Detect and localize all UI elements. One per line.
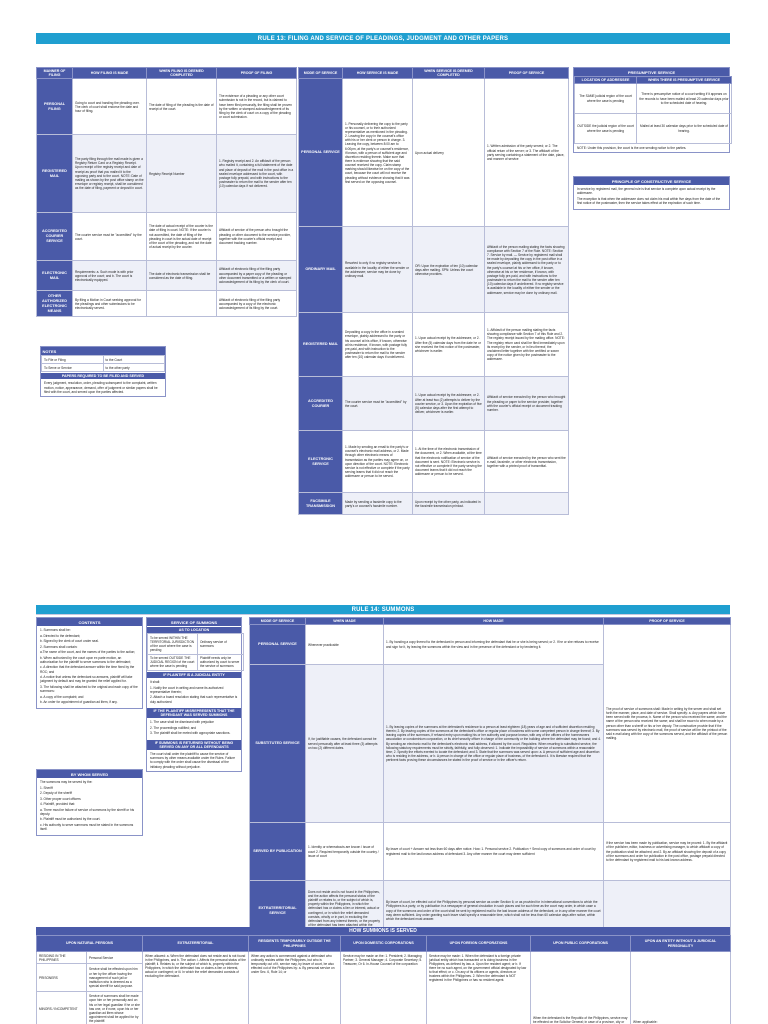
filing-header-how: HOW FILING IS MADE xyxy=(73,68,147,79)
misrepresent-item: 3. The plaintiff shall be meted with appropriate sanctions. xyxy=(150,731,231,736)
papers-text: Every judgment, resolution, order, pleading subsequent to the complaint, written motion, notice, appearance, demand, offer of judgment or similar papers shall be filed with the court, and served upon the parties affected. xyxy=(44,381,158,394)
how-header-natural: UPON NATURAL PERSONS xyxy=(37,936,143,952)
how-header-extraterritorial: EXTRATERRITORIAL xyxy=(143,936,249,952)
service-how: Depositing a copy in the office in a sealed envelope, plainly addressed to the party or his counsel at his office, if known, otherwise at his residence, if known, with postage fully pre-paid, and with instruction to the postmaster to return the mail to the sender after ten (10) calendar days if undelivered. xyxy=(343,313,413,377)
service-header-proof: PROOF OF SERVICE xyxy=(485,68,569,79)
location-where: To be served OUTSIDE THE JUDICIAL REGION of the court where the case is pending xyxy=(148,654,198,670)
service-proof: 1. Written admission of the party served; or 2. The official return of the server; or 3. The affidavit of the party serving containing a statement of the date, place, and manner of service xyxy=(485,79,569,227)
service-mode: ACCREDITED COURIER xyxy=(299,377,343,431)
contents-list xyxy=(37,626,142,708)
how-served-title: HOW SUMMONS IS SERVED xyxy=(36,927,730,935)
how-header-entity: UPON AN ENTITY WITHOUT A JURIDICAL PERSONALITY xyxy=(631,936,731,952)
contents-item: 3. The following shall be attached to the original and each copy of the summons: xyxy=(40,684,138,694)
judicial-entity-title: IF PLAINTIFF IS A JUDICIAL ENTITY xyxy=(147,671,241,678)
filing-how: The party filing through the mail made is given a Registry Return Card or a Registry Receipt. Upon receipt of the registry receipt and date of receipt as proof that you mailed it to the opposing party and to the court. NOTE: Date of mailing as shown by the post office stamp on the envelope or registry receipt, shall be considered as the date of filing, payment or deposit in court. xyxy=(73,135,147,213)
summons-proof-personal: The proof of service of summons shall: Made in writing by the server and shall set forth the manner, place, and date of service. Shall specify: a. Any papers which have been served with the process; b. Name of the person who received the same; and the name of the person who received the same; and shall be sworn to when made by a person other than a sheriff or his or her deputy. The constructive provide that if the summons was served by electronic mail, the proof of service will be the printout of the said e-mail along with the copy of the summons served, and the affidavit of the person mailing. xyxy=(604,625,731,823)
filing-how: Requirements: a. Such mode is with prior approval of the court; and b. The court is electronically equipped. xyxy=(73,261,147,291)
service-proof: 1. Affidavit of the person mailing stating the facts showing compliance with Section 7 of this Rule and 2. The registry receipt issued by the mailing office. NOTE: The registry return card shall be filed immediately upon its receipt by the sender, or in lieu thereof, the unclaimed letter together with the certified or sworn copy of the notice given by the postmaster to the addressee. xyxy=(485,313,569,377)
table-row xyxy=(37,952,731,964)
contents-item: b. When authorized by the court upon ex parte motion, an authorization for the plaintiff to serve summons to the defendant; xyxy=(40,655,131,664)
contents-item: 1. Summons shall be: xyxy=(40,628,71,632)
table-row xyxy=(37,291,297,317)
summons-header-when: WHEN MADE xyxy=(306,618,384,625)
service-how: The courier service must be "accredited" by the court. xyxy=(343,377,413,431)
by-whom-item: c. His authority to serve summons must be stated in the summons itself. xyxy=(40,822,134,832)
entity-text: When applicable: xyxy=(631,952,731,1024)
public-text: When the defendant is the Republic of the Philippines, service may be effected on the Solicitor General; in case of a province, city or xyxy=(531,952,631,1024)
filing-when: The date of electronic transmission shall be considered as the date of filing. xyxy=(147,261,217,291)
summons-proof-publication: If the service has been made by publication, service may be proved: 1. By the affidavit of the publisher, editor, business or advertising manager, to which affidavit a copy of the publication shall be attached; and 2. By an affidavit showing the deposit of a copy of the summons and order for publication in the post office, postage prepaid directed to the defendant by registered mail to his last known address. xyxy=(604,823,731,881)
filing-manner: PERSONAL FILING xyxy=(37,79,73,135)
filing-when: The date of filing of the pleading is the date of receipt of the court. xyxy=(147,79,217,135)
table-row xyxy=(37,79,297,135)
rule13-banner: RULE 13: FILING AND SERVICE OF PLEADINGS, JUDGMENT AND OTHER PAPERS xyxy=(36,33,730,44)
notes-box xyxy=(40,346,166,397)
presumptive-header-location: LOCATION OF ADDRESSEE xyxy=(575,77,637,84)
summons-how: 1. By leaving copies of the summons at the defendant's residence to a person at least eighteen (18) years of age and of sufficient discretion residing therein; 2. By leaving copies of the summons at the defendant's office or regular place of business with some competent person in charge thereof; 3. By leaving copies of the summons, if refused entry upon making his or her authority and purpose known, with any of the officers of the homeowners association or condominium corporation, or its chief security officer in charge of the community or the building where the defendant may be found; and 4. By sending an electronic mail to the defendant's electronic mail address, if allowed by the court. Requisites: When resorting to substituted service, the following statutory requirements must be strictly, faithfully, and fully observed: 1. Indicate the impossibility of service of summons within a reasonable time; 2. Specify the efforts exerted to locate the defendant; and 3. State that the summons was served upon: a. A person of sufficient age and discretion who is residing in the address, or b. A person in charge of the office or regular place of business, of the defendant 4. It is likewise required that the pertinent facts proving these circumstances be stated in the proof of service or in the officer's return. xyxy=(384,665,604,823)
how-header-domestic: UPON DOMESTIC CORPORATIONS xyxy=(341,936,427,952)
summons-when: Whenever practicable xyxy=(306,625,384,665)
location-where: To be served WITHIN THE TERRITORIAL JURISDICTION of the court where the case is pending xyxy=(148,634,198,655)
natural-rule: Service of summons shall be made upon him or her personally and on his or her legal guardian if he or she has one, or if none, upon his or her guardian ad litem whose appointment shall be applied for by the plaintiff. xyxy=(87,992,143,1024)
contents-item: a.The name of the court, and the names of the parties to the action; xyxy=(40,650,136,654)
how-header-foreign: UPON FOREIGN CORPORATIONS xyxy=(427,936,531,952)
filing-proof: The existence of a pleading or any other court submission is not in the record, but is claimed to have been filed personally, the filing shall be proven by the written or stamped acknowledgement of its filing by the clerk of court on a copy of the pleading or court submission. xyxy=(217,79,297,135)
by-whom-item: The summons may be served by the: xyxy=(40,780,93,784)
filing-table xyxy=(36,67,297,317)
filing-how: The courier service must be "accredited" by the court. xyxy=(73,213,147,261)
by-whom-box xyxy=(36,769,143,836)
constructive-title: PRINCIPLE OF CONSTRUCTIVE SERVICE xyxy=(574,177,729,185)
extraterritorial-text: When allowed: a. When the defendant does not reside and is not found in the Philippines, and b. The action: i. Affects the personal status of the plaintiff; ii. Relates to, or the subject of which is, property within the Philippines, in which the defendant has or claims a lien or interest, actual or contingent; or iii. In which the relief demanded consists of excluding the defendant. xyxy=(143,952,249,1024)
filing-manner: OTHER AUTHORIZED ELECTRONIC MEANS xyxy=(37,291,73,317)
how-header-residents: RESIDENTS TEMPORARILY OUTSIDE THE PHILIPPINES xyxy=(249,936,341,952)
judicial-entity-item: 1. Notify the court in writing and name its authorized representative therein; xyxy=(150,685,224,694)
filing-when xyxy=(147,291,217,317)
summons-mode: SUBSTITUTED SERVICE xyxy=(250,665,306,823)
service-mode: REGISTERED MAIL xyxy=(299,313,343,377)
notes-title: NOTES xyxy=(41,347,165,355)
filing-when: Registry Receipt Number xyxy=(147,135,217,213)
by-whom-item: 1. Sheriff xyxy=(40,785,53,790)
location-table xyxy=(147,633,244,671)
service-table xyxy=(298,67,569,515)
location-rule: Ordinary service of summons xyxy=(198,634,244,655)
service-mode: ORDINARY MAIL xyxy=(299,227,343,313)
service-proof: Affidavit of the person mailing stating the facts showing compliance with Section 7 of the Rule. NOTE: Section 7. Service by mail. — Service by registered mail shall be made by depositing the copy in the post office in a sealed envelope, plainly addressed to the party or to the party's counsel at his or her office, if known, otherwise at his or her residence, if known, with postage fully pre-paid, and with instructions to the postmaster to return the mail to the sender after ten (10) calendar days if undelivered. If no registry service is available in the locality of either the sender or the addressee, service may be done by ordinary mail. xyxy=(485,227,569,313)
service-of-summons-box xyxy=(146,617,242,772)
service-when: OR: Upon the expiration of ten (10) calendar days after mailing. SPN: Unless the court otherwise provides. xyxy=(413,227,485,313)
presumptive-location: OUTSIDE the judicial region of the court where the case is pending xyxy=(575,114,637,144)
service-when: 1. Upon actual receipt by the addressee, or 2. After five (5) calendar days from the date he or she received the first notice of the postmaster, whichever is earlier. xyxy=(413,313,485,377)
filing-header-when: WHEN FILING IS DEEMED COMPLETED xyxy=(147,68,217,79)
presumptive-box xyxy=(573,67,730,153)
summons-how: 1. By handing a copy thereof to the defendant in person and informing the defendant that he or she is being served; or 2. If he or she refuses to receive and sign for it, by leaving the summons within the view and in the presence of the defendant or by tendering it. xyxy=(384,625,604,665)
service-header-mode: MODE OF SERVICE xyxy=(299,68,343,79)
by-whom-list xyxy=(37,778,142,835)
by-whom-item: a. There must be failure of service of summons by the sheriff or his deputy. xyxy=(40,807,135,816)
contents-item: d. A notice that unless the defendant so answers, plaintiff will take judgment by default and may be granted the relief applied for. xyxy=(40,675,133,684)
table-row xyxy=(250,625,731,665)
how-header-public: UPON PUBLIC CORPORATIONS xyxy=(531,936,631,952)
contents-item: a. Directed to the defendant; xyxy=(40,633,81,638)
location-title: AS TO LOCATION xyxy=(147,626,241,633)
natural-category: PRISONERS xyxy=(37,964,87,992)
summons-when: 1. Identity or whereabouts are known / issue of court 2. Required temporarily outside the country / issue of court xyxy=(306,823,384,881)
filing-manner: REGISTERED MAIL xyxy=(37,135,73,213)
summons-when: If, for justifiable causes, the defendant cannot be served personally after at least three (3) attempts on two (2) different dates. xyxy=(306,665,384,823)
service-header-when: WHEN SERVICE IS DEEMED COMPLETED xyxy=(413,68,485,79)
table-row xyxy=(299,431,569,493)
by-whom-item: 4. Plaintiff, provided that: xyxy=(40,802,76,806)
service-how: Resorted to only if no registry service is available in the locality of either the sender or the addressee; service may be done by ordinary mail. xyxy=(343,227,413,313)
notes-table xyxy=(41,355,165,372)
table-row xyxy=(299,493,569,515)
divider xyxy=(36,614,730,615)
service-when: Upon actual delivery xyxy=(413,79,485,227)
summons-header-proof: PROOF OF SERVICE xyxy=(604,618,731,625)
table-row xyxy=(37,135,297,213)
filing-proof: Affidavit of electronic filing of the filing party accompanied by a copy of the electronic acknowledgement of its filing by the court. xyxy=(217,291,297,317)
table-row xyxy=(575,84,732,114)
table-row xyxy=(299,227,569,313)
presumptive-when: There is presumptive notice of a court setting if it appears on the records to have been mailed at least 20 calendar days prior to the scheduled date of hearing. xyxy=(637,84,732,114)
service-how: Made by sending a facsimile copy to the party's or counsel's facsimile number. xyxy=(343,493,413,515)
by-whom-item: 3. Other proper court officers xyxy=(40,796,81,801)
notes-meaning: to the Court xyxy=(103,356,165,364)
presumptive-header-when: WHEN THERE IS PRESUMPTIVE SERVICE xyxy=(637,77,732,84)
service-mode: ELECTRONIC SERVICE xyxy=(299,431,343,493)
presumptive-title: PRESUMPTIVE SERVICE xyxy=(574,68,729,76)
summons-mode-table xyxy=(249,617,731,941)
summons-how: By leave of court, be effected out of the Philippines by personal service as under Section 6; or as provided for in international conventions to which the Philippines is a party; or by publication in a newspaper of general circulation in such places and for such time as the court may order, in which case a copy of the summons and order of the court shall be sent by registered mail to the last known address of the defendant, or in any other manner the court may deem sufficient. Any order granting such leave shall specify a reasonable time, which shall not be less than 60 calendar days after notice, within which the defendant must answer. xyxy=(384,881,604,941)
returned-title: IF SUMMONS IS RETURNED WITHOUT BEING SERVED ON ANY OR ALL DEFENDANTS xyxy=(147,739,241,750)
presumptive-note: NOTE: Under this provision, the court is the one sending notice to the parties. xyxy=(577,146,687,151)
contents-item: c. A direction that the defendant answer within the time fixed by the ROC; and xyxy=(40,665,135,674)
filing-proof: Affidavit of service of the person who brought the pleading or other document to the service provider, together with the courier's official receipt and document tracking number. xyxy=(217,213,297,261)
service-header-how: HOW SERVICE IS MADE xyxy=(343,68,413,79)
natural-category: MINORS / INCOMPETENT xyxy=(37,992,87,1024)
papers-title: PAPERS REQUIRED TO BE FILED AND SERVED xyxy=(41,372,165,379)
table-row xyxy=(299,79,569,227)
natural-rule: Personal Service xyxy=(87,952,143,964)
contents-item: 2. Summons shall contain: xyxy=(40,644,78,649)
judicial-entity-item: 2. Attach a board resolution stating that such representative is duly authorized xyxy=(150,695,238,704)
service-how: 1. Personally delivering the copy to the party or his counsel, or to their authorized representative as mentioned in the pleading. 2. Leaving the copy in the counsel's office with his or her clerk or person in charge. 3. Leaving the copy, between 8:00 am to 6:00pm, at the party's or counsel's residence, if known, with a person of sufficient age and discretion residing therein. Make sure that there is evidence showing that the said counsel received the copy. Claim stamp marking should likewise be on the copy of the court, because the court will not receive the pleading without evidence showing that it was first served on the opposing counsel. xyxy=(343,79,413,227)
natural-category: RESIDING IN THE PHILIPPINES xyxy=(37,952,87,964)
filing-when: The date of actual receipt of the courier is the date of filing in court. NOTE: If the courier is not accredited, the date of filing of the pleading in court is the actual date of receipt of the court of the pleading, and not the date of actual receipt by the courier. xyxy=(147,213,217,261)
rule14-banner: RULE 14: SUMMONS xyxy=(36,605,730,614)
filing-how: By filing a Motion in Court seeking approval for the pleadings and other submissions to be electronically served. xyxy=(73,291,147,317)
notes-term: To Serve or Service xyxy=(42,364,104,372)
filing-header-manner: MANNER OF FILING xyxy=(37,68,73,79)
table-row xyxy=(575,114,732,144)
filing-how: Going to court and handing the pleading over. The clerk of court shall endorse the date and hour of filing. xyxy=(73,79,147,135)
contents-item: a. A copy of the complaint; and xyxy=(40,694,84,699)
filing-proof: Affidavit of electronic filing of the filing party accompanied by a paper copy of the pleading or other document transmitted or a written or stamped acknowledgement of its filing by the clerk of court. xyxy=(217,261,297,291)
misrepresent-title: IF THE PLAINTIFF MISREPRESENTS THAT THE DEFENDANT WAS SERVED SUMMONS xyxy=(147,707,241,718)
filing-manner: ACCREDITED COURIER SERVICE xyxy=(37,213,73,261)
contents-item: b. An order for appointment of guardian ad litem, if any. xyxy=(40,700,118,705)
location-rule: Plaintiff needs only be authorized by court to serve the service of summons xyxy=(198,654,244,670)
presumptive-when: Mailed at least 30 calendar days prior to the scheduled date of hearing. xyxy=(637,114,732,144)
service-proof xyxy=(485,493,569,515)
service-how: 1. Made by sending an email to the party's or counsel's electronic mail address, or 2. Made through other electronic means of transmission as the parties may agree on, or upon direction of the court. NOTE: Electronic service is not effective or complete if the party serving learns that it did not reach the addressee or person to be served. xyxy=(343,431,413,493)
service-proof: Affidavit of service executed by the person who brought the pleading or paper to the service provider, together with the courier's official receipt or document tracking number. xyxy=(485,377,569,431)
misrepresent-item: 1. The case shall be dismissed with prejudice xyxy=(150,720,214,725)
constructive-p2: The exception is that when the addressee does not claim his mail within five days from the date of the first notice of the postmaster, then the service takes effect at the expiration of such time. xyxy=(577,196,721,206)
service-when: Upon receipt by the other party, as indicated in the facsimile transmission printout. xyxy=(413,493,485,515)
summons-how: By leave of court + Answer not less than 60 days after notice. How: 1. Personal service 2. Publication + Send copy of summons and order of court by registered mail to the last known address of defendant 3. Any other manner the court may deem sufficient xyxy=(384,823,604,881)
service-mode: PERSONAL SERVICE xyxy=(299,79,343,227)
service-when: 1. Upon actual receipt by the addressee, or 2. After at least two (2) attempts to deliver by the courier service, or 3. Upon the expiration of five (5) calendar days after the first attempt to deliver, whichever is earlier. xyxy=(413,377,485,431)
summons-mode: SERVED BY PUBLICATION xyxy=(250,823,306,881)
judicial-entity-lead: It shall: xyxy=(150,680,161,685)
service-mode: FACSIMILE TRANSMISSION xyxy=(299,493,343,515)
table-row xyxy=(299,313,569,377)
misrepresent-item: 2. The proceedings nullified; and xyxy=(150,725,197,730)
notes-meaning: to the other party xyxy=(103,364,165,372)
filing-proof: 1. Registry receipt and 2. An affidavit of the person who mailed it, containing a full statement of the date and place of deposit of the mail in the post office in a sealed envelope addressed to the court, with postage fully prepaid, and with instructions to the postmaster to return the mail to the sender after ten (10) calendar days if not delivered. xyxy=(217,135,297,213)
residents-text: When any action is commenced against a defendant who ordinarily resides within the Philippines, but who is temporarily out of it, service may, by leave of court, be also effected out of the Philippines by: a. By personal service on under Sec. 6, Rule 14; or xyxy=(249,952,341,1024)
summons-mode: EXTRATERRITORIAL SERVICE xyxy=(250,881,306,941)
how-served-table xyxy=(36,935,731,1024)
constructive-p1: In service by registered mail, the general rule is that service is complete upon actual receipt by the addressee. xyxy=(577,187,716,196)
summons-header-mode: MODE OF SERVICE xyxy=(250,618,306,625)
service-when: 1. At the time of the electronic transmission of the document, or 2. When available, at the time that the electronic notification of service of the document is sent. NOTE: Electronic service is not effective or complete if the party serving the document learns that it did not reach the addressee or person to be served. xyxy=(413,431,485,493)
returned-text: The court shall order the plaintiff to cause the service of summons by other means available under the Rules. Failure to comply with the order shall cause the dismissal of the initiatory pleading without prejudice. xyxy=(150,751,236,769)
contents-box xyxy=(36,617,143,709)
contents-item: b. Signed by the clerk of court under seal. xyxy=(40,639,99,643)
summons-mode: PERSONAL SERVICE xyxy=(250,625,306,665)
service-of-summons-title: SERVICE OF SUMMONS xyxy=(147,618,241,626)
table-row xyxy=(299,377,569,431)
table-row xyxy=(250,823,731,881)
table-row xyxy=(37,261,297,291)
presumptive-location: The SAME judicial region of the court where the case is pending xyxy=(575,84,637,114)
notes-term: To File or Filing xyxy=(42,356,104,364)
presumptive-table xyxy=(574,76,732,144)
table-row xyxy=(37,213,297,261)
by-whom-item: b. Plaintiff must be authorized by the court. xyxy=(40,817,101,822)
contents-title: CONTENTS xyxy=(37,618,142,626)
constructive-box xyxy=(573,176,730,210)
domestic-text: Service may be made on the: 1. President; 2. Managing Partner; 3. General Manager; 4. Corporate Secretary; 5. Treasurer, Or 6. In-House Counsel of the corporation xyxy=(341,952,427,1024)
natural-rule: Service shall be effected upon him or her by the officer having the management of such jail or institution who is deemed as a special sheriff for said purpose. xyxy=(87,964,143,992)
service-proof: Affidavit of service executed by the person who sent the e-mail, facsimile, or other electronic transmission, together with a printed proof of transmittal. xyxy=(485,431,569,493)
foreign-text: Service may be made: 1. When the defendant is a foreign private juridical entity which has transacted or is doing business in the Philippines, as defined by law. a. Upon the resident agent; or b. If there be no such agent, on the government official designated by law to that effect; or c. On any of its officers or agents, directors or trustees within the Philippines. 2. When the defendant is NOT registered in the Philippines or has no resident agent. xyxy=(427,952,531,1024)
filing-header-proof: PROOF OF FILING xyxy=(217,68,297,79)
summons-when: Does not reside and is not found in the Philippines, and the action affects the personal status of the plaintiff or relates to, or the subject of which is, property within the Philippines, in which the defendant has or claims a lien or interest, actual or contingent, or in which the relief demanded consists, wholly or in part, in excluding the defendant from any interest therein, or the property of the defendant has been attached within the xyxy=(306,881,384,941)
filing-manner: ELECTRONIC MAIL xyxy=(37,261,73,291)
by-whom-title: BY WHOM SERVED xyxy=(37,770,142,778)
by-whom-item: 2. Deputy of the sheriff xyxy=(40,791,73,795)
summons-header-how: HOW MADE xyxy=(384,618,604,625)
